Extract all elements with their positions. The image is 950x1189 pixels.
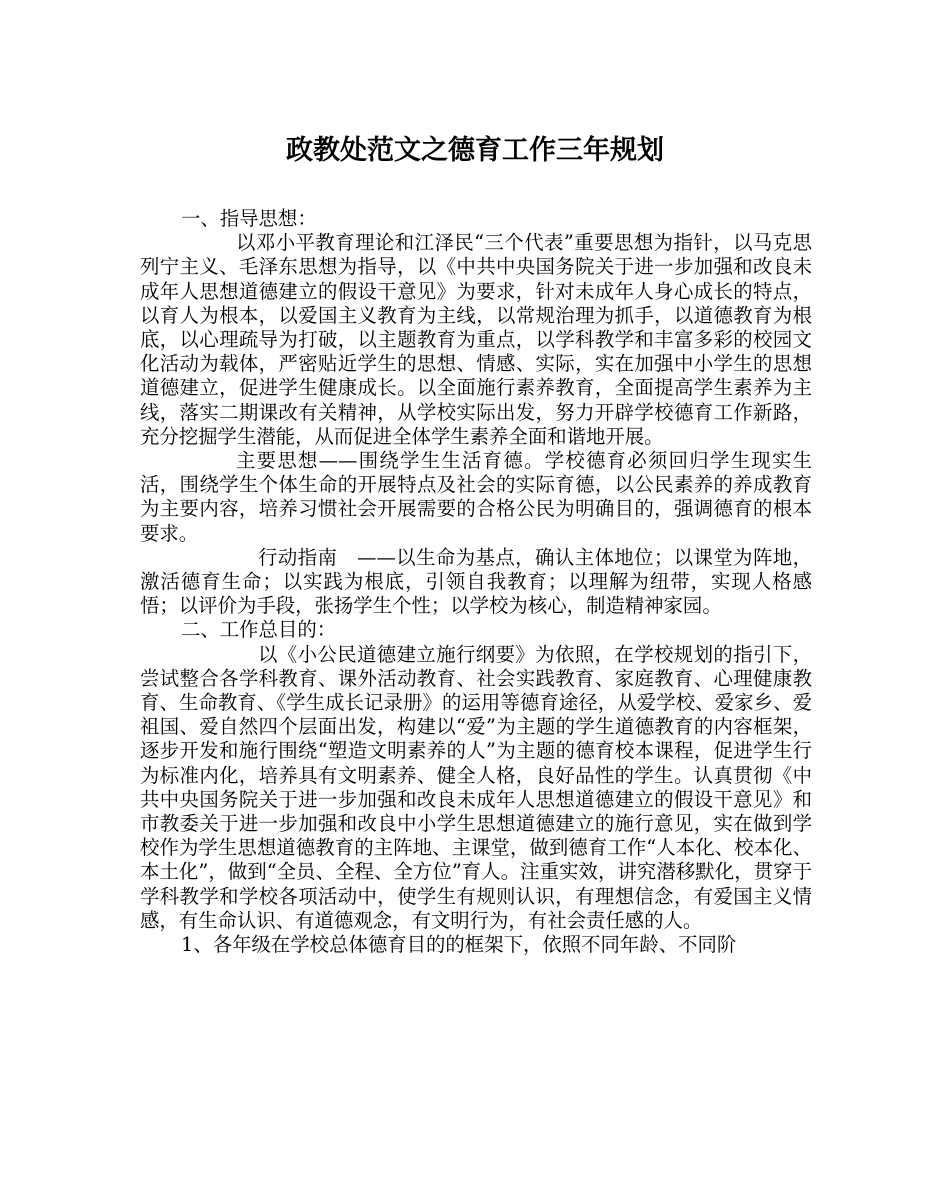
- document-body: [140, 207, 812, 957]
- paragraph: 行动指南 ——以生命为基点，确认主体地位；以课堂为阵地，激活德育生命；以实践为根底，引领自我教育；以理解为纽带，实现人格感悟；以评价为手段，张扬学生个性；以学校为核心，制造精神家园。: [140, 545, 812, 618]
- paragraph: 以《小公民道德建立施行纲要》为依照，在学校规划的指引下，尝试整合各学科教育、课外活动教育、社会实践教育、家庭教育、心理健康教育、生命教育、《学生成长记录册》的运用等德育途径，从爱学校、爱家乡、爱祖国、爱自然四个层面出发，构建以“爱”为主题的学生道德教育的内容框架，逐步开发和施行围绕“塑造文明素养的人”为主题的德育校本课程，促进学生行为标准内化，培养具有文明素养、健全人格，良好品性的学生。认真贯彻《中共中央国务院关于进一步加强和改良未成年人思想道德建立的假设干意见》和市教委关于进一步加强和改良中小学生思想道德建立的施行意见，实在做到学校作为学生思想道德教育的主阵地、主课堂，做到德育工作“人本化、校本化、本土化”，做到“全员、全程、全方位”育人。注重实效，讲究潜移默化，贯穿于学科教学和学校各项活动中，使学生有规则认识，有理想信念，有爱国主义情感，有生命认识、有道德观念，有文明行为，有社会责任感的人。: [140, 642, 812, 932]
- paragraph: 一、指导思想：: [181, 207, 317, 230]
- paragraph: 主要思想——围绕学生生活育德。学校德育必须回归学生现实生活，围绕学生个体生命的开展特点及社会的实际育德，以公民素养的养成教育为主要内容，培养习惯社会开展需要的合格公民为明确目的，强调德育的根本要求。: [140, 449, 812, 545]
- paragraph: 二、工作总目的：: [181, 618, 337, 642]
- paragraph: 1、各年级在学校总体德育目的的框架下，依照不同年龄、不同阶: [181, 933, 737, 957]
- document-title: 政教处范文之德育工作三年规划: [286, 135, 664, 166]
- paragraph: 以邓小平教育理论和江泽民“三个代表”重要思想为指针，以马克思列宁主义、毛泽东思想为指导，以《中共中央国务院关于进一步加强和改良未成年人思想道德建立的假设干意见》为要求，针对未成年人身心成长的特点，以育人为根本，以爱国主义教育为主线，以常规治理为抓手，以道德教育为根底，以心理疏导为打破，以主题教育为重点，以学科教学和丰富多彩的校园文化活动为载体，严密贴近学生的思想、情感、实际，实在加强中小学生的思想道德建立，促进学生健康成长。以全面施行素养教育，全面提高学生素养为主线，落实二期课改有关精神，从学校实际出发，努力开辟学校德育工作新路，充分挖掘学生潜能，从而促进全体学生素养全面和谐地开展。: [140, 231, 812, 448]
